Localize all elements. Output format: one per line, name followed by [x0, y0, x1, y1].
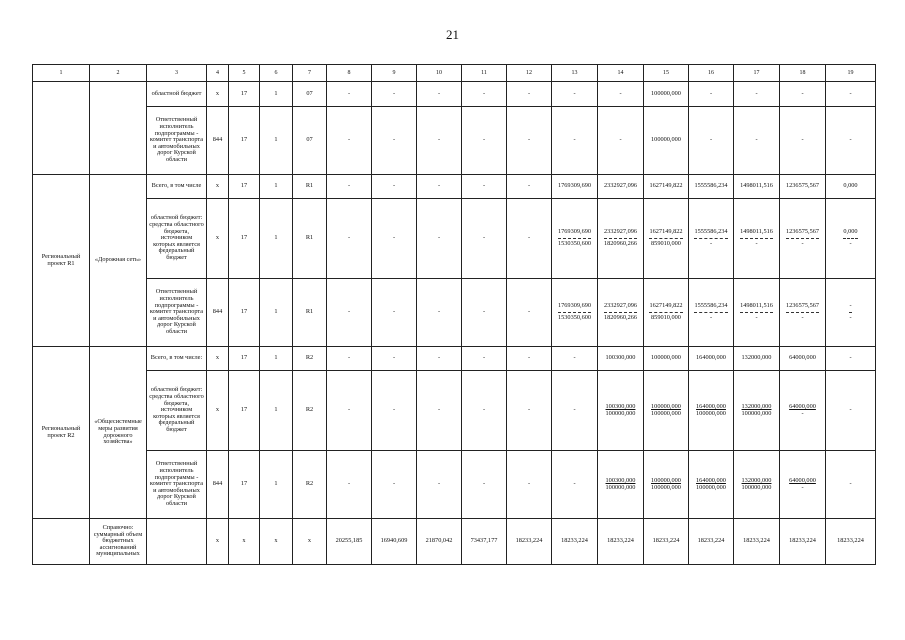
- cell: -: [327, 347, 372, 371]
- cell-value: 164000,000: [696, 476, 726, 484]
- cell: [780, 371, 826, 451]
- cell: [734, 199, 780, 279]
- cell-value: 1769309,690: [558, 229, 591, 239]
- cell-value: -: [709, 314, 713, 321]
- cell: [689, 279, 734, 347]
- cell: -: [552, 451, 598, 519]
- cell: x: [260, 519, 293, 565]
- page-number: 21: [446, 27, 459, 42]
- cell-label: Всего, в том числе: [147, 175, 207, 199]
- cell: R2: [293, 347, 327, 371]
- cell: -: [462, 347, 507, 371]
- cell: -: [327, 175, 372, 199]
- cell: 164000,000: [689, 347, 734, 371]
- cell: 0,000: [826, 175, 876, 199]
- cell: -: [826, 371, 876, 451]
- cell-label: Всего, в том числе:: [147, 347, 207, 371]
- cell: -: [552, 347, 598, 371]
- cell: 17: [229, 107, 260, 175]
- cell: [826, 199, 876, 279]
- cell: 1: [260, 199, 293, 279]
- cell: -: [598, 82, 644, 107]
- cell-value: 2332927,096: [604, 229, 637, 239]
- cell-value: 64000,000: [789, 476, 816, 484]
- cell: x: [207, 199, 229, 279]
- cell: 07: [293, 107, 327, 175]
- cell: [552, 199, 598, 279]
- cell-value: 100000,000: [651, 409, 681, 417]
- cell: -: [689, 82, 734, 107]
- cell-value: 164000,000: [696, 402, 726, 410]
- cell: R1: [293, 279, 327, 347]
- col-header: 4: [207, 65, 229, 82]
- cell: R2: [293, 371, 327, 451]
- cell: 844: [207, 451, 229, 519]
- cell-value: -: [709, 240, 713, 247]
- col-header: 17: [734, 65, 780, 82]
- cell: x: [207, 82, 229, 107]
- cell: -: [417, 175, 462, 199]
- cell: 17: [229, 82, 260, 107]
- cell: 17: [229, 371, 260, 451]
- cell-value: 100000,000: [696, 483, 726, 491]
- cell: [826, 279, 876, 347]
- cell: [734, 371, 780, 451]
- cell: -: [734, 107, 780, 175]
- cell: x: [207, 371, 229, 451]
- cell: -: [462, 451, 507, 519]
- cell: [644, 199, 689, 279]
- cell: -: [507, 107, 552, 175]
- cell: -: [507, 451, 552, 519]
- cell: 18233,224: [826, 519, 876, 565]
- cell-value: 1627149,822: [649, 303, 682, 313]
- cell: [734, 279, 780, 347]
- cell: -: [372, 279, 417, 347]
- cell: x: [207, 175, 229, 199]
- cell: -: [327, 451, 372, 519]
- cell: [780, 279, 826, 347]
- cell: [644, 371, 689, 451]
- cell: 1: [260, 371, 293, 451]
- project-r1-name: Региональный проект R1: [33, 175, 90, 347]
- cell-value: 1555586,234: [694, 229, 727, 239]
- cell-value: 1498011,516: [740, 303, 773, 313]
- project-r2-name: Региональный проект R2: [33, 347, 90, 519]
- cell: -: [507, 175, 552, 199]
- cell: -: [372, 451, 417, 519]
- cell-empty: [90, 82, 147, 175]
- cell-value: 100000,000: [741, 483, 772, 491]
- cell: -: [507, 371, 552, 451]
- cell: [598, 371, 644, 451]
- cell: -: [462, 199, 507, 279]
- cell-empty: [33, 82, 90, 175]
- table-row: [33, 279, 876, 347]
- cell: -: [826, 451, 876, 519]
- col-header: 19: [826, 65, 876, 82]
- cell: 18233,224: [689, 519, 734, 565]
- cell-value: 100000,000: [651, 476, 681, 484]
- cell: 1: [260, 279, 293, 347]
- cell-value: 1820960,266: [603, 240, 638, 247]
- cell: -: [372, 347, 417, 371]
- col-header: 12: [507, 65, 552, 82]
- cell: -: [372, 175, 417, 199]
- col-header: 14: [598, 65, 644, 82]
- cell: 100000,000: [644, 347, 689, 371]
- cell-value: -: [849, 303, 851, 313]
- cell-value: 1530350,600: [557, 240, 592, 247]
- table-row: [33, 199, 876, 279]
- cell: -: [327, 279, 372, 347]
- cell-value: 1627149,822: [649, 229, 682, 239]
- cell: -: [372, 199, 417, 279]
- cell-value: -: [755, 314, 758, 321]
- cell: x: [207, 347, 229, 371]
- cell-label: областной бюджет: средства областного бюджета, источником которых является федеральный бюджет: [147, 371, 207, 451]
- cell: 1627149,822: [644, 175, 689, 199]
- cell: -: [826, 347, 876, 371]
- cell: 844: [207, 107, 229, 175]
- cell-value: -: [801, 240, 804, 247]
- cell: -: [734, 82, 780, 107]
- cell-value: 100000,000: [741, 409, 772, 417]
- table-row: [33, 519, 876, 565]
- cell-label: Ответственный исполнитель подпрограммы - комитет транспорта и автомобильных дорог Курской области: [147, 451, 207, 519]
- cell-value: -: [849, 240, 852, 247]
- cell: -: [462, 175, 507, 199]
- cell: 17: [229, 451, 260, 519]
- cell: -: [507, 82, 552, 107]
- cell-value: 132000,000: [741, 402, 772, 410]
- cell: -: [462, 371, 507, 451]
- cell: [598, 199, 644, 279]
- cell: R1: [293, 199, 327, 279]
- table-row: [33, 107, 876, 175]
- cell: [598, 279, 644, 347]
- col-header: 13: [552, 65, 598, 82]
- col-header: 1: [33, 65, 90, 82]
- cell: 1769309,690: [552, 175, 598, 199]
- cell: 17: [229, 199, 260, 279]
- cell: -: [689, 107, 734, 175]
- cell-value: 859010,000: [651, 240, 681, 247]
- col-header: 5: [229, 65, 260, 82]
- cell: 18233,224: [644, 519, 689, 565]
- cell: R2: [293, 451, 327, 519]
- cell-value: 1530350,600: [557, 314, 592, 321]
- cell: -: [507, 199, 552, 279]
- table-row: [33, 347, 876, 371]
- cell: -: [552, 107, 598, 175]
- cell: 2332927,096: [598, 175, 644, 199]
- cell-value: -: [755, 240, 758, 247]
- cell: [644, 451, 689, 519]
- cell: x: [229, 519, 260, 565]
- cell: [598, 451, 644, 519]
- cell-value: 100000,000: [651, 402, 681, 410]
- cell: -: [462, 279, 507, 347]
- cell: [780, 451, 826, 519]
- cell-value: 100300,000: [605, 402, 636, 410]
- cell: 132000,000: [734, 347, 780, 371]
- cell: 844: [207, 279, 229, 347]
- cell-empty: [33, 519, 90, 565]
- cell: -: [826, 107, 876, 175]
- cell: -: [552, 371, 598, 451]
- cell: 100000,000: [644, 82, 689, 107]
- cell: [780, 199, 826, 279]
- cell: 1555586,234: [689, 175, 734, 199]
- cell: 18233,224: [734, 519, 780, 565]
- cell: 1: [260, 82, 293, 107]
- cell: -: [462, 107, 507, 175]
- col-header: 7: [293, 65, 327, 82]
- cell: 100000,000: [644, 107, 689, 175]
- cell: -: [372, 82, 417, 107]
- cell: [644, 279, 689, 347]
- cell-value: 0,000: [843, 229, 857, 239]
- column-number-row: [33, 65, 876, 82]
- col-header: 8: [327, 65, 372, 82]
- cell: -: [507, 347, 552, 371]
- table-row: [33, 451, 876, 519]
- cell: 21870,042: [417, 519, 462, 565]
- cell: [689, 199, 734, 279]
- cell-value: 1236575,567: [786, 229, 819, 239]
- cell-value: 132000,000: [741, 476, 772, 484]
- cell: [689, 451, 734, 519]
- cell: R1: [293, 175, 327, 199]
- cell: 1: [260, 107, 293, 175]
- cell-value: 100000,000: [696, 409, 726, 417]
- cell-value: 1498011,516: [740, 229, 773, 239]
- cell-value: 1236575,567: [786, 303, 819, 313]
- cell: 17: [229, 279, 260, 347]
- cell: -: [417, 279, 462, 347]
- table-row: [33, 175, 876, 199]
- cell: x: [293, 519, 327, 565]
- cell: -: [780, 107, 826, 175]
- cell: -: [417, 347, 462, 371]
- project-r1-title: «Дорожная сеть»: [90, 175, 147, 347]
- cell-empty: [147, 519, 207, 565]
- cell: 20255,185: [327, 519, 372, 565]
- cell: 1: [260, 451, 293, 519]
- table-row: [33, 371, 876, 451]
- cell-value: 100000,000: [605, 409, 636, 417]
- cell-value: 64000,000: [789, 402, 816, 410]
- cell-value: 100000,000: [651, 483, 681, 491]
- cell: -: [327, 82, 372, 107]
- cell: 18233,224: [598, 519, 644, 565]
- cell-value: 2332927,096: [604, 303, 637, 313]
- cell: -: [417, 371, 462, 451]
- cell: -: [826, 82, 876, 107]
- col-header: 6: [260, 65, 293, 82]
- cell: [734, 451, 780, 519]
- cell: [552, 279, 598, 347]
- col-header: 2: [90, 65, 147, 82]
- cell-label: областной бюджет: средства областного бюджета, источником которых является федеральный бюджет: [147, 199, 207, 279]
- cell-value: -: [801, 409, 804, 417]
- cell: -: [327, 199, 372, 279]
- cell: 1: [260, 347, 293, 371]
- cell: -: [327, 371, 372, 451]
- cell: 1498011,516: [734, 175, 780, 199]
- col-header: 3: [147, 65, 207, 82]
- cell: -: [417, 451, 462, 519]
- cell: 18233,224: [507, 519, 552, 565]
- cell: 100300,000: [598, 347, 644, 371]
- cell: 17: [229, 175, 260, 199]
- cell: -: [372, 107, 417, 175]
- cell: -: [372, 371, 417, 451]
- cell-label: областной бюджет: [147, 82, 207, 107]
- cell: -: [417, 82, 462, 107]
- cell: 1236575,567: [780, 175, 826, 199]
- cell-value: 1555586,234: [694, 303, 727, 313]
- cell-value: -: [801, 314, 804, 321]
- cell: -: [552, 82, 598, 107]
- table-row: [33, 82, 876, 107]
- cell: 64000,000: [780, 347, 826, 371]
- col-header: 10: [417, 65, 462, 82]
- cell-value: 100000,000: [605, 483, 636, 491]
- cell: 18233,224: [780, 519, 826, 565]
- cell: [689, 371, 734, 451]
- cell: -: [417, 199, 462, 279]
- project-r2-title: «Общесистемные меры развития дорожного хозяйства»: [90, 347, 147, 519]
- cell: x: [207, 519, 229, 565]
- col-header: 11: [462, 65, 507, 82]
- cell-value: -: [801, 483, 804, 491]
- col-header: 16: [689, 65, 734, 82]
- col-header: 9: [372, 65, 417, 82]
- budget-table: [32, 64, 876, 565]
- cell-label: Ответственный исполнитель подпрограммы - комитет транспорта и автомобильных дорог Курской области: [147, 279, 207, 347]
- cell: 07: [293, 82, 327, 107]
- cell-value: 100300,000: [605, 476, 636, 484]
- cell-value: -: [849, 314, 852, 321]
- cell: 73437,177: [462, 519, 507, 565]
- cell: 1: [260, 175, 293, 199]
- cell: -: [417, 107, 462, 175]
- cell: -: [462, 82, 507, 107]
- cell-value: 859010,000: [651, 314, 681, 321]
- cell: 17: [229, 347, 260, 371]
- col-header: 15: [644, 65, 689, 82]
- cell: 18233,224: [552, 519, 598, 565]
- cell: -: [598, 107, 644, 175]
- cell: -: [327, 107, 372, 175]
- cell: -: [507, 279, 552, 347]
- cell-label: Справочно: суммарный объем бюджетных ассигнований муниципальных: [90, 519, 147, 565]
- cell-label: Ответственный исполнитель подпрограммы - комитет транспорта и автомобильных дорог Курской области: [147, 107, 207, 175]
- cell: -: [780, 82, 826, 107]
- cell-value: 1769309,690: [558, 303, 591, 313]
- col-header: 18: [780, 65, 826, 82]
- cell: 16940,609: [372, 519, 417, 565]
- cell-value: 1820960,266: [603, 314, 638, 321]
